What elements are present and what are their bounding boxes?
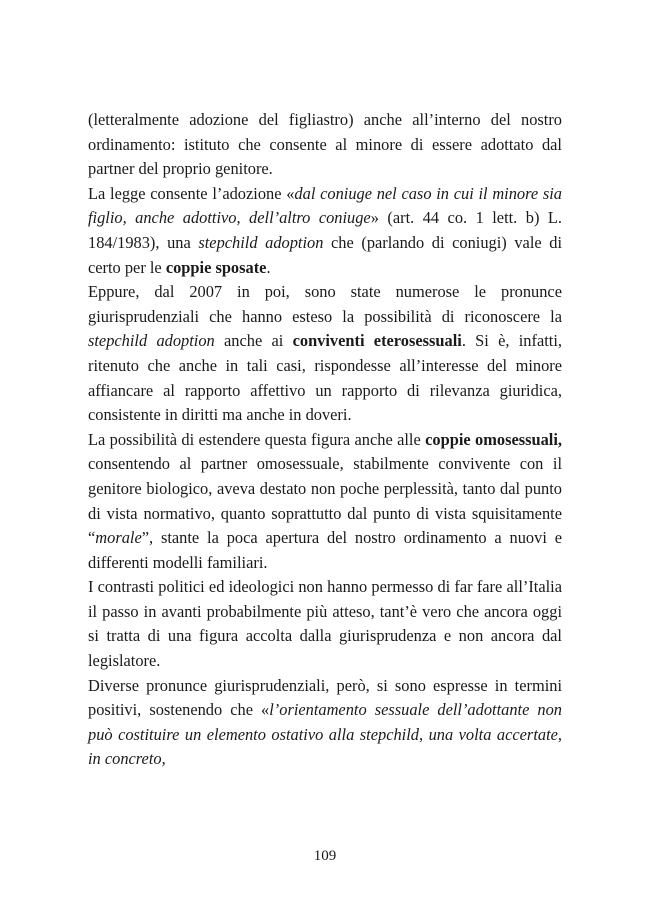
text-run: La legge consente l’adozione «	[88, 183, 295, 203]
paragraph	[88, 280, 562, 428]
text-run: consentendo al partner omosessuale, stabilmente convivente con il genitore biologico, aveva destato non poche perplessità, tanto dal punto di vista normativo, quanto soprattutto dal punto di vista squisitamente “	[88, 454, 562, 548]
text-run: Eppure, dal 2007 in poi, sono state numerose le pronunce giurisprudenziali che hanno esteso la possibilità di riconoscere la	[88, 282, 562, 326]
italic-text: morale	[95, 528, 142, 548]
italic-text: dal coniuge nel caso in cui il minore sia figlio, anche adottivo, dell’altro coniuge	[88, 183, 562, 228]
bold-text: coppie omosessuali,	[425, 429, 562, 449]
text-run: » (art. 44 co. 1 lett. b) L. 184/1983), una	[88, 208, 562, 252]
bold-text: conviventi eterosessuali	[292, 331, 462, 351]
text-run: ”, stante la poca apertura del nostro ordinamento a nuovi e differenti modelli familiari.	[88, 528, 562, 572]
bold-text: coppie sposate	[165, 257, 267, 277]
page-number: 109	[313, 848, 337, 864]
text-run: (letteralmente adozione del figliastro) anche all’interno del nostro ordinamento: istituto che consente al minore di essere adottato dal partner del proprio genitore.	[88, 110, 562, 179]
text-run: . Si è, infatti, ritenuto che anche in tali casi, rispondesse all’interesse del minore affiancare al rapporto affettivo un rapporto di rilevanza giuridica, consistente in diritti ma anche in doveri.	[88, 331, 562, 425]
body-text	[88, 108, 562, 772]
italic-text: l’orientamento sessuale dell’adottante non può costituire un elemento ostativo alla stepchild, una volta accertate, in concreto,	[88, 700, 562, 769]
text-run: La possibilità di estendere questa figura anche alle	[88, 429, 426, 449]
text-run: I contrasti politici ed ideologici non hanno permesso di far fare all’Italia il passo in avanti probabilmente più atteso, tant’è vero che ancora oggi si tratta di una figura accolta dalla giurisprudenza e non ancora dal legislatore.	[88, 577, 562, 671]
text-run: Diverse pronunce giurisprudenziali, però, si sono espresse in termini positivi, sostenendo che «	[88, 675, 562, 720]
text-run: .	[266, 257, 271, 277]
text-run: che (parlando di coniugi) vale di certo per le	[88, 232, 562, 277]
text-run: anche ai	[214, 331, 293, 351]
paragraph	[88, 674, 562, 772]
italic-text: stepchild adoption	[88, 331, 215, 351]
paragraph	[88, 575, 562, 673]
paragraph	[88, 182, 562, 280]
paragraph	[88, 108, 562, 182]
paragraph	[88, 428, 562, 576]
italic-text: stepchild adoption	[198, 232, 324, 252]
